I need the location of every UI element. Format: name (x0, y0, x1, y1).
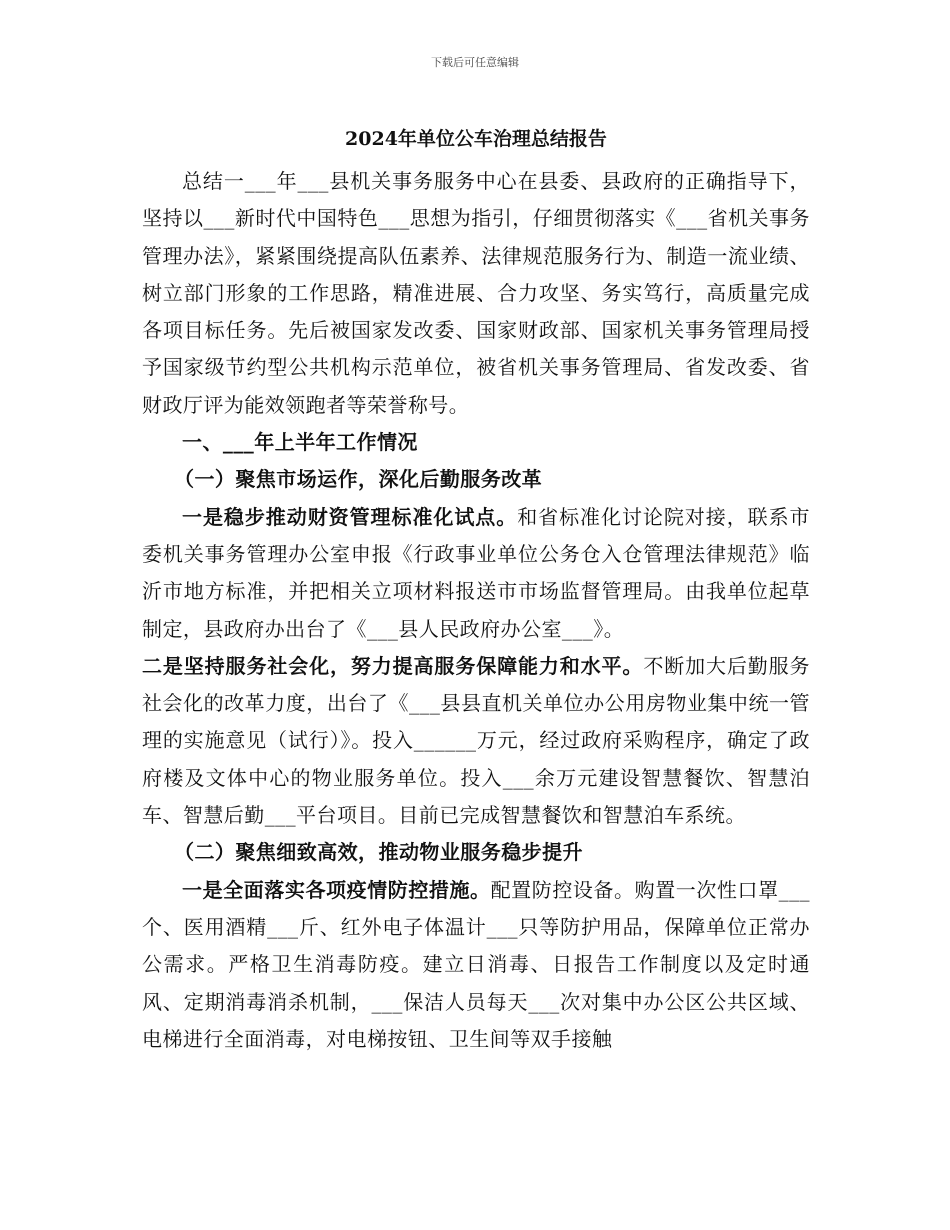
section-1-heading: 一、___年上半年工作情况 (182, 430, 418, 455)
item-lead: 一是稳步推动财资管理标准化试点。 (182, 504, 518, 529)
subsection-1-item-1 (142, 499, 810, 648)
document-body (142, 124, 810, 1058)
subsection-1-heading: （一）聚焦市场运作，深化后勤服务改革 (174, 467, 543, 492)
intro-paragraph: 总结一___年___县机关事务服务中心在县委、县政府的正确指导下，坚持以___新时代中国特色___思想为指引，仔细贯彻落实《___省机关事务管理办法》，紧紧围绕提高队伍素养、法律规范服务行为、制造一流业绩、树立部门形象的工作思路，精准进展、合力攻坚、务实笃行，高质量完成各项目标任务。先后被国家发改委、国家财政部、国家机关事务管理局授予国家级节约型公共机构示范单位，被省机关事务管理局、省发改委、省财政厅评为能效领跑者等荣誉称号。 (142, 169, 810, 417)
subsection-2-heading: （二）聚焦细致高效，推动物业服务稳步提升 (174, 840, 583, 865)
header-note: 下载后可任意编辑 (431, 56, 519, 69)
document-title: 2024年单位公车治理总结报告 (345, 128, 607, 150)
subsection-2-item-1 (142, 872, 810, 1058)
subsection-1-item-2 (142, 648, 810, 834)
item-lead: 二是坚持服务社会化，努力提高服务保障能力和水平。 (142, 653, 644, 678)
item-text: 配置防控设备。购置一次性口罩___个、医用酒精___斤、红外电子体温计___只等防护用品，保障单位正常办公需求。严格卫生消毒防疫。建立日消毒、日报告工作制度以及定时通风、定期消毒消杀机制，___保洁人员每天___次对集中办公区公共区域、电梯进行全面消毒，对电梯按钮、卫生间等双手接触 (142, 877, 810, 1051)
item-lead: 一是全面落实各项疫情防控措施。 (182, 877, 491, 902)
item-text: 不断加大后勤服务社会化的改革力度，出台了《___县县直机关单位办公用房物业集中统一管理的实施意见（试行）》。投入______万元，经过政府采购程序，确定了政府楼及文体中心的物业服务单位。投入___余万元建设智慧餐饮、智慧泊车、智慧后勤___平台项目。目前已完成智慧餐饮和智慧泊车系统。 (142, 653, 810, 828)
item-text: 和省标准化讨论院对接，联系市委机关事务管理办公室申报《行政事业单位公务仓入仓管理法律规范》临沂市地方标准，并把相关立项材料报送市市场监督管理局。由我单位起草制定，县政府办出台了《___县人民政府办公室___》。 (142, 504, 810, 641)
